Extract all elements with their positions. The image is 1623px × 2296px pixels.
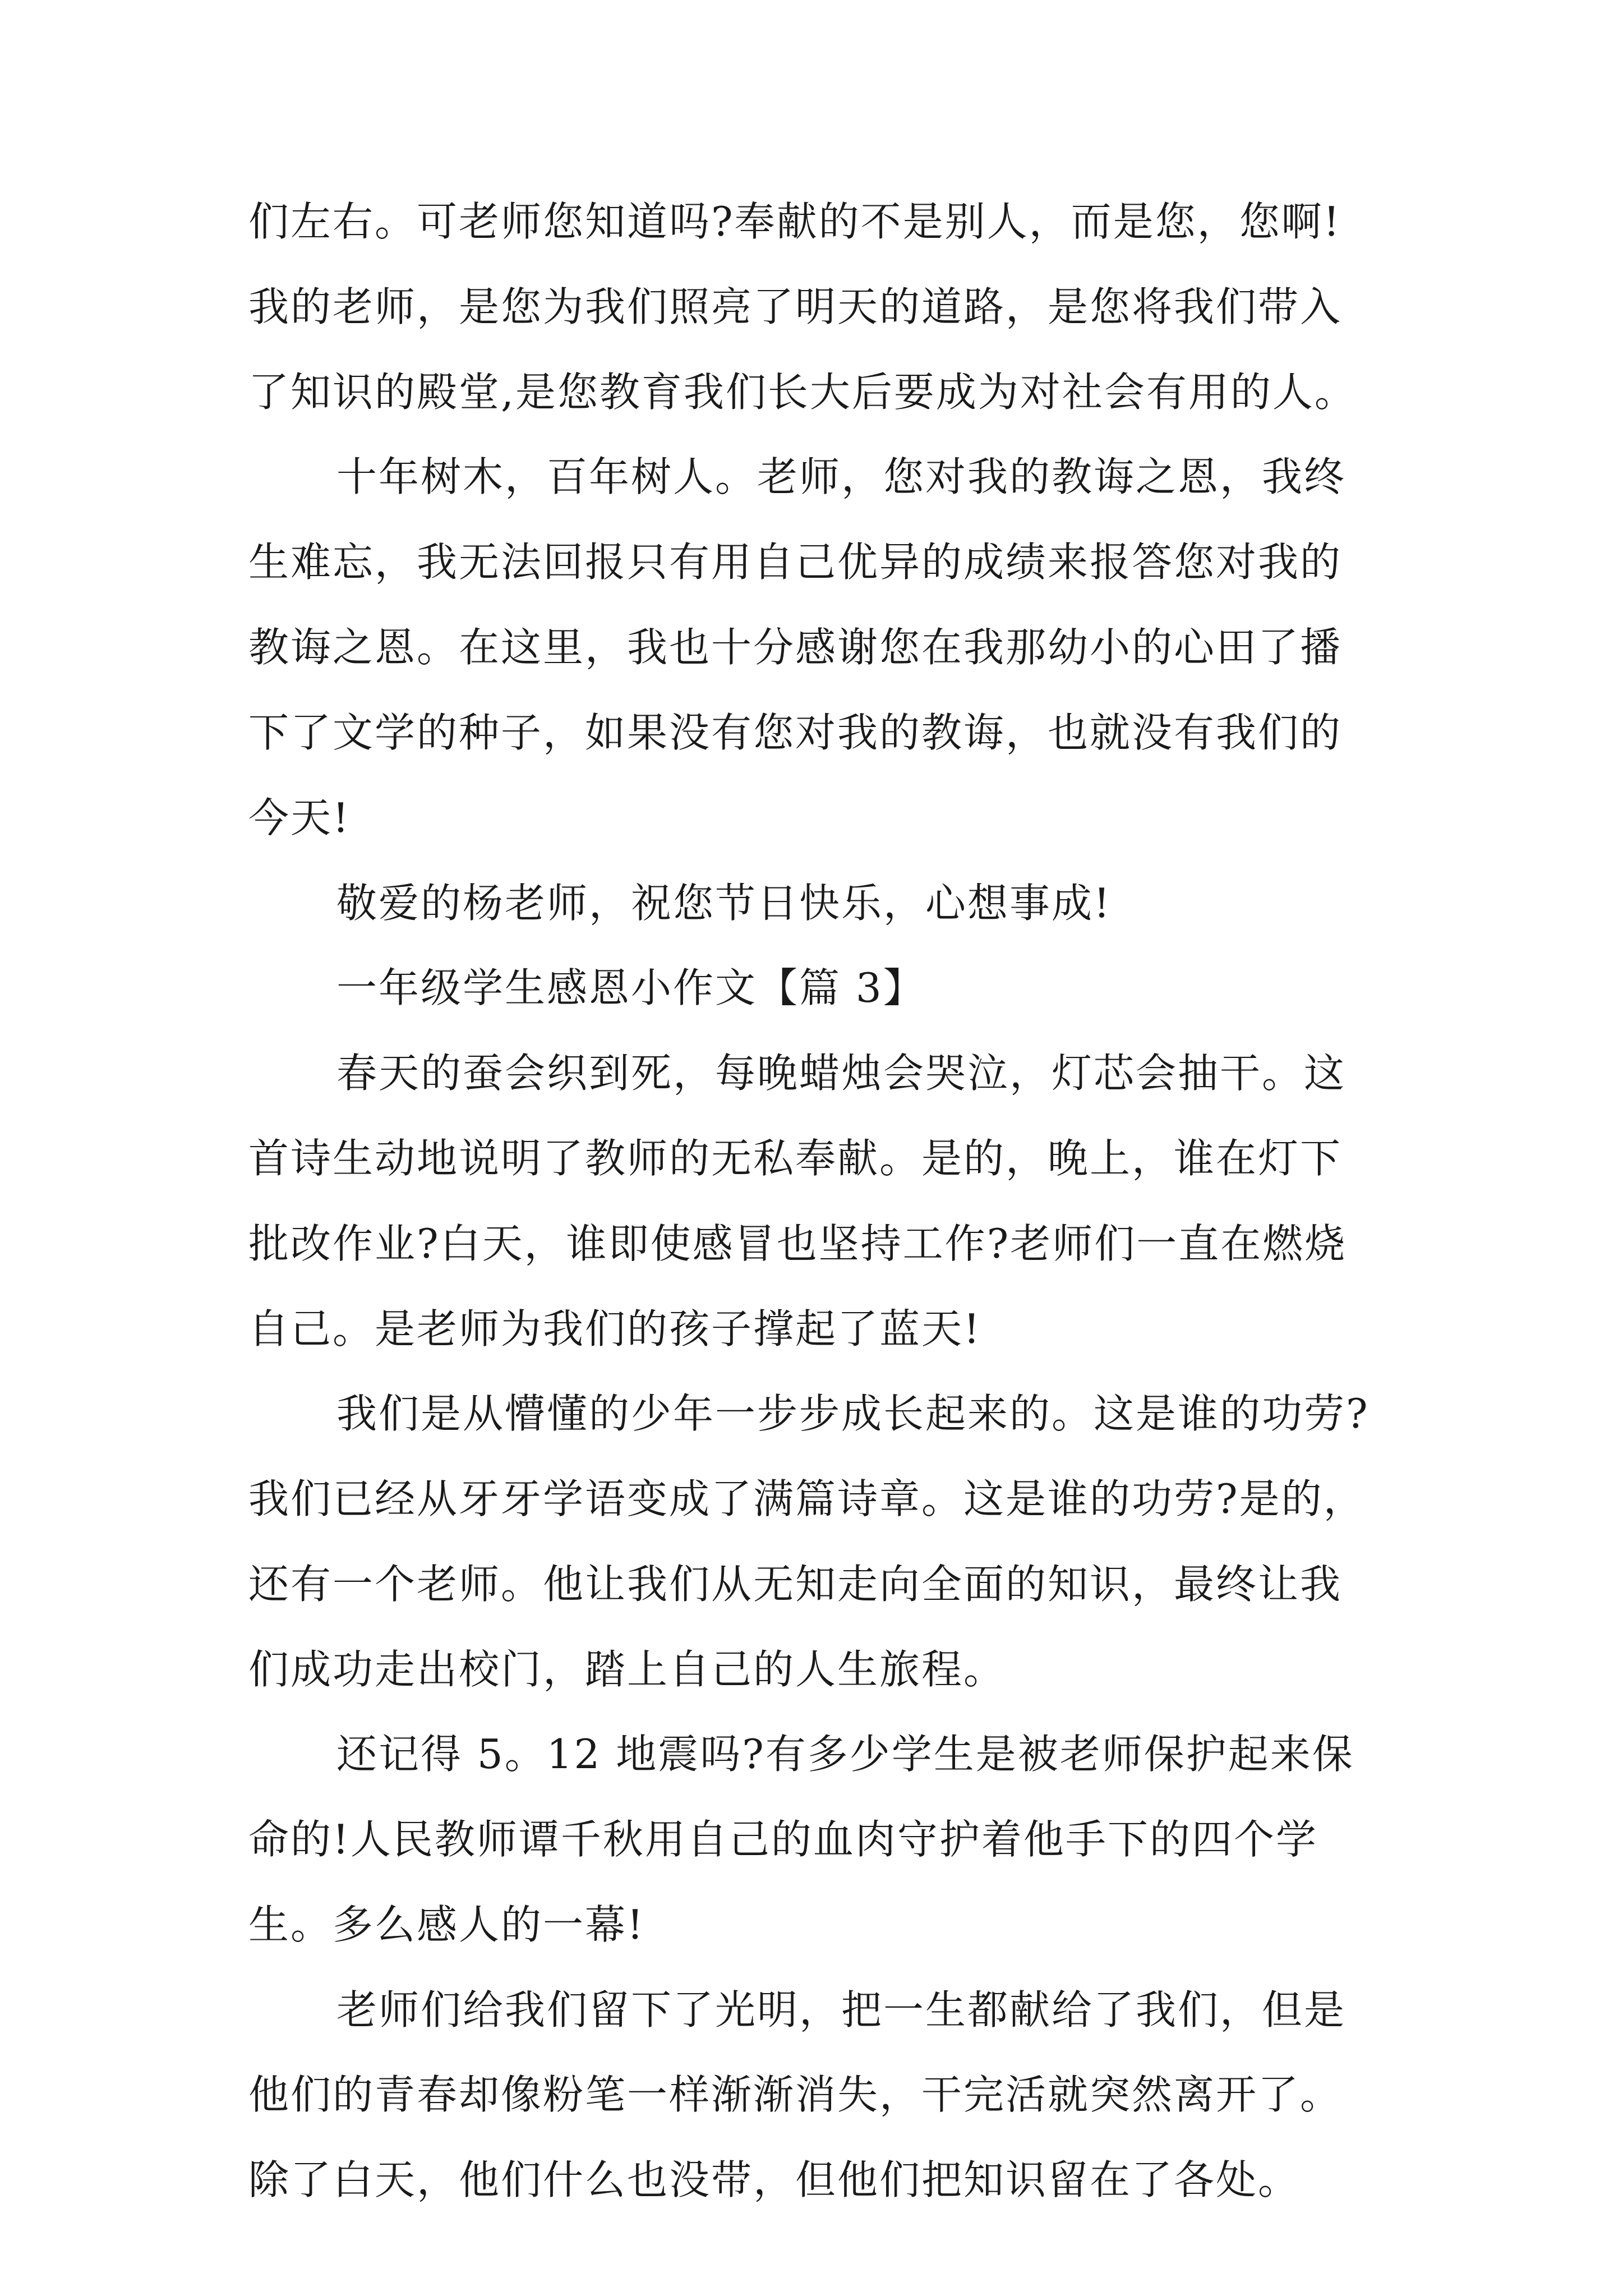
text-line: 首诗生动地说明了教师的无私奉献。是的，晚上，谁在灯下: [248, 1135, 1343, 1182]
paragraph-first-line: 还记得 5。12 地震吗?有多少学生是被老师保护起来保: [336, 1731, 1354, 1778]
text-line: 生难忘，我无法回报只有用自己优异的成绩来报答您对我的: [248, 539, 1343, 586]
text-line: 他们的青春却像粉笔一样渐渐消失，干完活就突然离开了。: [248, 2071, 1343, 2118]
text-line: 批改作业?白天，谁即使感冒也坚持工作?老师们一直在燃烧: [248, 1220, 1347, 1267]
text-line: 除了白天，他们什么也没带，但他们把知识留在了各处。: [248, 2156, 1301, 2203]
text-line: 还有一个老师。他让我们从无知走向全面的知识，最终让我: [248, 1561, 1343, 1608]
text-line: 们成功走出校门，踏上自己的人生旅程。: [248, 1646, 1006, 1693]
text-line: 下了文学的种子，如果没有您对我的教诲，也就没有我们的: [248, 709, 1343, 756]
text-line: 生。多么感人的一幕!: [248, 1901, 645, 1948]
text-line: 自己。是老师为我们的孩子撑起了蓝天!: [248, 1305, 981, 1352]
text-line: 教诲之恩。在这里，我也十分感谢您在我那幼小的心田了播: [248, 624, 1343, 671]
paragraph-first-line: 春天的蚕会织到死，每晚蜡烛会哭泣，灯芯会抽干。这: [336, 1050, 1347, 1097]
paragraph-first-line: 老师们给我们留下了光明，把一生都献给了我们，但是: [336, 1986, 1347, 2033]
text-line: 今天!: [248, 794, 351, 841]
text-line: 我的老师，是您为我们照亮了明天的道路，是您将我们带入: [248, 283, 1343, 330]
paragraph-first-line: 我们是从懵懂的少年一步步成长起来的。这是谁的功劳?: [336, 1390, 1370, 1437]
text-line: 们左右。可老师您知道吗?奉献的不是别人，而是您，您啊!: [248, 198, 1341, 245]
paragraph-first-line: 十年树木，百年树人。老师，您对我的教诲之恩，我终: [336, 453, 1347, 500]
section-heading: 一年级学生感恩小作文【篇 3】: [336, 964, 925, 1011]
paragraph-first-line: 敬爱的杨老师，祝您节日快乐，心想事成!: [336, 880, 1112, 927]
text-line: 了知识的殿堂,是您教育我们长大后要成为对社会有用的人。: [248, 369, 1357, 416]
text-line: 我们已经从牙牙学语变成了满篇诗章。这是谁的功劳?是的，: [248, 1475, 1366, 1522]
text-line: 命的!人民教师谭千秋用自己的血肉守护着他手下的四个学: [248, 1816, 1318, 1863]
